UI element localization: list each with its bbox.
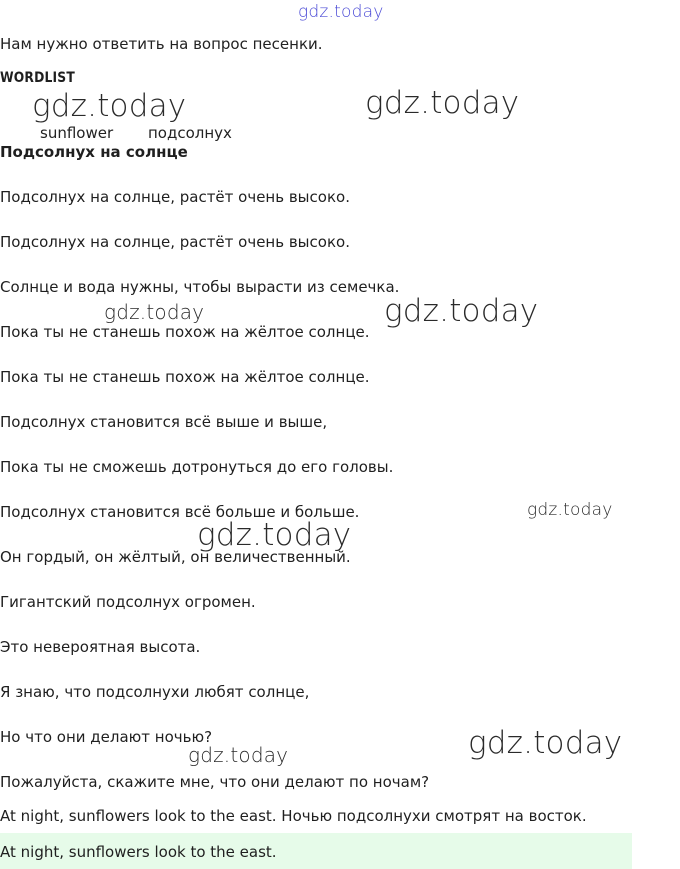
song-line: Подсолнух на солнце, растёт очень высоко.: [0, 188, 350, 206]
watermark: gdz.today: [298, 2, 384, 22]
song-line: Пока ты не станешь похож на жёлтое солнце.: [0, 323, 370, 341]
watermark: gdz.today: [197, 517, 352, 553]
song-line: Пожалуйста, скажите мне, что они делают по ночам?: [0, 773, 430, 791]
song-line: Я знаю, что подсолнухи любят солнце,: [0, 683, 310, 701]
watermark: gdz.today: [468, 725, 623, 761]
answer-highlight: [0, 833, 632, 869]
wordlist-word-ru: подсолнух: [148, 124, 232, 142]
wordlist-title: WORDLIST: [0, 70, 75, 86]
song-line: Подсолнух становится всё выше и выше,: [0, 413, 328, 431]
song-line: Пока ты не сможешь дотронуться до его головы.: [0, 458, 394, 476]
song-line: Пока ты не станешь похож на жёлтое солнце.: [0, 368, 370, 386]
song-line: Но что они делают ночью?: [0, 728, 213, 746]
song-line: Подсолнух на солнце, растёт очень высоко.: [0, 233, 350, 251]
watermark: gdz.today: [384, 293, 539, 329]
intro-text: Нам нужно ответить на вопрос песенки.: [0, 35, 323, 53]
watermark: gdz.today: [32, 88, 187, 124]
answer-highlight-text: At night, sunflowers look to the east.: [0, 843, 277, 861]
song-line: Это невероятная высота.: [0, 638, 201, 656]
song-line: Подсолнух становится всё больше и больше.: [0, 503, 360, 521]
watermark: gdz.today: [188, 743, 289, 767]
answer-text: At night, sunflowers look to the east. Ночью подсолнухи смотрят на восток.: [0, 807, 587, 825]
song-line: Солнце и вода нужны, чтобы вырасти из семечка.: [0, 278, 400, 296]
wordlist-word-en: sunflower: [40, 124, 114, 142]
song-title: Подсолнух на солнце: [0, 143, 188, 161]
watermark: gdz.today: [365, 85, 520, 121]
song-line: Он гордый, он жёлтый, он величественный.: [0, 548, 351, 566]
watermark: gdz.today: [527, 500, 613, 520]
song-line: Гигантский подсолнух огромен.: [0, 593, 256, 611]
watermark: gdz.today: [104, 300, 205, 324]
